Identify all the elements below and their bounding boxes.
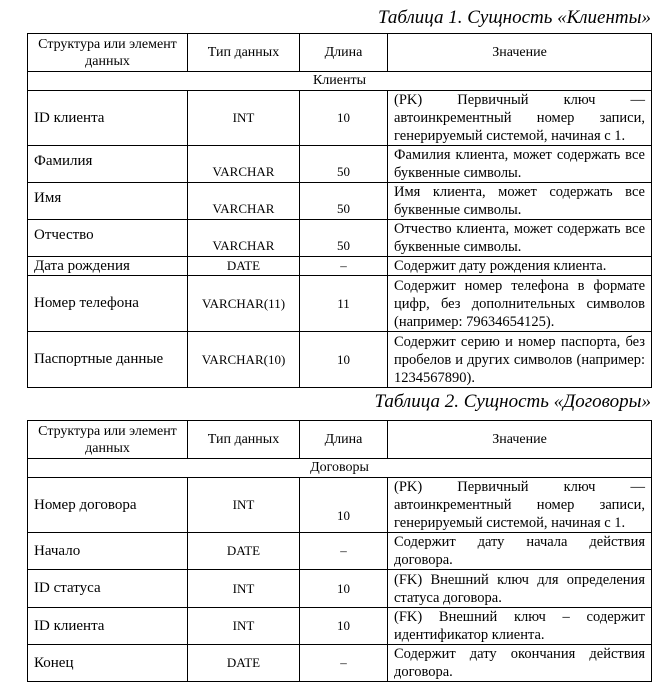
- field-length: 11: [300, 276, 388, 332]
- field-name: Начало: [28, 533, 188, 570]
- field-meaning: Имя клиента, может содержать все буквенные символы.: [388, 183, 652, 220]
- field-name: Паспортные данные: [28, 332, 188, 388]
- header-structure: Структура или элемент данных: [28, 421, 188, 459]
- field-name: Отчество: [28, 220, 188, 257]
- header-type: Тип данных: [188, 34, 300, 72]
- field-name: ID статуса: [28, 570, 188, 608]
- field-meaning: Содержит дату начала действия договора.: [388, 533, 652, 570]
- table-row: [28, 91, 652, 146]
- field-length: 10: [300, 332, 388, 388]
- table-row: [28, 332, 652, 388]
- field-type: INT: [188, 570, 300, 608]
- field-length: 10: [300, 570, 388, 608]
- field-length: 50: [300, 183, 388, 220]
- table-contracts: [27, 420, 652, 682]
- field-name: Фамилия: [28, 146, 188, 183]
- field-type: VARCHAR(11): [188, 276, 300, 332]
- field-meaning: Содержит номер телефона в формате цифр, без дополнительных символов (например: 79634654125).: [388, 276, 652, 332]
- table-row: [28, 220, 652, 257]
- table-row: [28, 478, 652, 533]
- field-length: 50: [300, 146, 388, 183]
- table1-header-row: [28, 34, 652, 72]
- field-type: VARCHAR: [188, 220, 300, 257]
- table2-caption: Таблица 2. Сущность «Договоры»: [374, 391, 651, 412]
- group-label: Клиенты: [28, 72, 652, 91]
- field-type: DATE: [188, 645, 300, 682]
- field-meaning: (FK) Внешний ключ – содержит идентификатор клиента.: [388, 608, 652, 645]
- field-length: –: [300, 533, 388, 570]
- field-length: 10: [300, 608, 388, 645]
- field-length: –: [300, 645, 388, 682]
- field-type: DATE: [188, 257, 300, 276]
- field-length: 50: [300, 220, 388, 257]
- field-length: 10: [300, 91, 388, 146]
- field-meaning: (PK) Первичный ключ — автоинкрементный номер записи, генерируемый системой, начиная с 1.: [388, 478, 652, 533]
- field-type: INT: [188, 91, 300, 146]
- field-name: Номер договора: [28, 478, 188, 533]
- header-length: Длина: [300, 421, 388, 459]
- field-length: –: [300, 257, 388, 276]
- field-name: Номер телефона: [28, 276, 188, 332]
- header-structure: Структура или элемент данных: [28, 34, 188, 72]
- field-meaning: Отчество клиента, может содержать все буквенные символы.: [388, 220, 652, 257]
- field-meaning: Фамилия клиента, может содержать все буквенные символы.: [388, 146, 652, 183]
- table-row: [28, 183, 652, 220]
- field-type: INT: [188, 478, 300, 533]
- field-name: Имя: [28, 183, 188, 220]
- field-name: Конец: [28, 645, 188, 682]
- table1-group-row: [28, 72, 652, 91]
- table-row: [28, 570, 652, 608]
- table-clients: [27, 33, 652, 388]
- field-name: ID клиента: [28, 608, 188, 645]
- table-row: [28, 146, 652, 183]
- field-name: Дата рождения: [28, 257, 188, 276]
- table-row: [28, 608, 652, 645]
- header-meaning: Значение: [388, 421, 652, 459]
- field-meaning: (FK) Внешний ключ для определения статуса договора.: [388, 570, 652, 608]
- group-label: Договоры: [28, 459, 652, 478]
- field-type: VARCHAR: [188, 146, 300, 183]
- table2-header-row: [28, 421, 652, 459]
- field-type: VARCHAR: [188, 183, 300, 220]
- table-row: [28, 645, 652, 682]
- field-meaning: Содержит дату окончания действия договора.: [388, 645, 652, 682]
- header-length: Длина: [300, 34, 388, 72]
- table-row: [28, 257, 652, 276]
- table2-group-row: [28, 459, 652, 478]
- field-length: 10: [300, 478, 388, 533]
- field-type: VARCHAR(10): [188, 332, 300, 388]
- table-row: [28, 533, 652, 570]
- field-type: INT: [188, 608, 300, 645]
- field-meaning: (PK) Первичный ключ — автоинкрементный номер записи, генерируемый системой, начиная с 1.: [388, 91, 652, 146]
- table1-caption: Таблица 1. Сущность «Клиенты»: [377, 7, 651, 28]
- field-type: DATE: [188, 533, 300, 570]
- table-row: [28, 276, 652, 332]
- header-type: Тип данных: [188, 421, 300, 459]
- field-name: ID клиента: [28, 91, 188, 146]
- field-meaning: Содержит серию и номер паспорта, без пробелов и других символов (например: 1234567890).: [388, 332, 652, 388]
- header-meaning: Значение: [388, 34, 652, 72]
- field-meaning: Содержит дату рождения клиента.: [388, 257, 652, 276]
